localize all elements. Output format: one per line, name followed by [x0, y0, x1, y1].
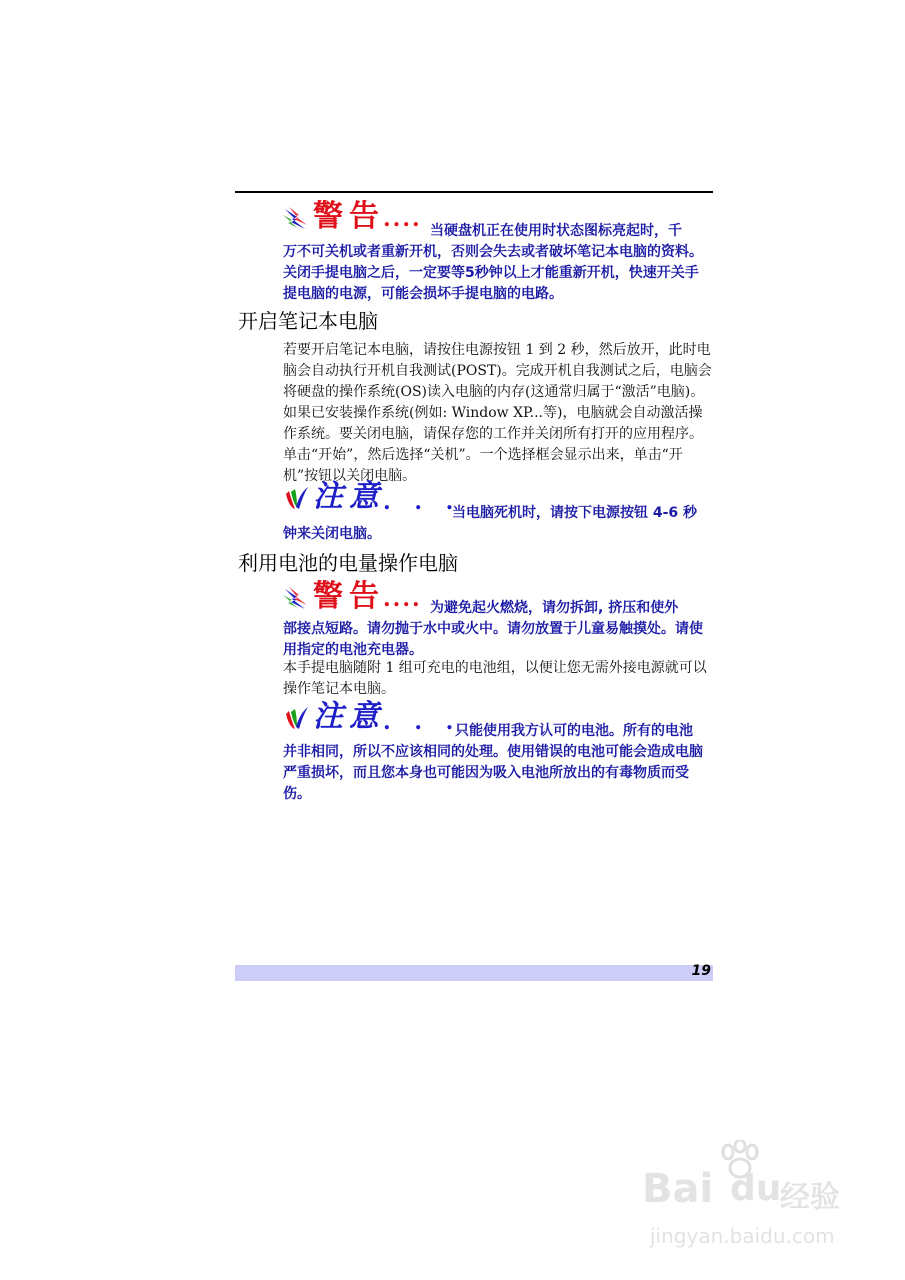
- section-body: 本手提电脑随附 1 组可充电的电池组，以便让您无需外接电源就可以操作笔记本电脑。: [283, 660, 707, 697]
- warning-dots: ....: [383, 206, 422, 232]
- check-mark-icon: [283, 705, 309, 731]
- warning-text: 万不可关机或者重新开机，否则会失去或者破坏笔记本电脑的资料。关闭手提电脑之后，一定要等5秒钟以上才能重新开机，快速开关手提电脑的电源，可能会损坏手提电脑的电路。: [283, 244, 703, 302]
- watermark-cn: 经验: [780, 1180, 840, 1215]
- note-text: 并非相同，所以不应该相同的处理。使用错误的电池可能会造成电脑严重损坏，而且您本身也可能因为吸入电池所放出的有毒物质而受伤。: [283, 744, 703, 802]
- section-heading: 开启笔记本电脑: [238, 309, 378, 333]
- watermark-brand-right: du: [730, 1168, 782, 1209]
- note-text-first-line: 当电脑死机时，请按下电源按钮 4-6 秒: [452, 505, 698, 521]
- baidu-jingyan-watermark: [640, 1150, 870, 1270]
- warning-label: 警告: [313, 579, 385, 614]
- warning-dots: ....: [383, 586, 422, 612]
- note-text: 钟来关闭电脑。: [283, 526, 381, 542]
- note-label: 注意: [313, 699, 385, 734]
- lightning-icon: [283, 587, 309, 611]
- note-dots: . . .: [383, 489, 462, 515]
- section-heading: 利用电池的电量操作电脑: [238, 551, 458, 575]
- check-mark-icon: [283, 485, 309, 511]
- warning-label: 警告: [313, 199, 385, 234]
- warning-text-first-line: 为避免起火燃烧，请勿拆卸, 挤压和使外: [430, 600, 679, 616]
- page-number: 19: [691, 963, 711, 979]
- lightning-icon: [283, 207, 309, 231]
- footer-bar: [235, 965, 713, 981]
- note-dots: . . .: [383, 709, 462, 735]
- note-label: 注意: [313, 479, 385, 514]
- section-body: 若要开启笔记本电脑，请按住电源按钮 1 到 2 秒，然后放开，此时电脑会自动执行开机自我测试(POST)。完成开机自我测试之后，电脑会将硬盘的操作系统(OS)读入电脑的内存(这通常归属于“激活”电脑)。如果已安装操作系统(例如: Window XP...等)，电脑就会自动激活操作系统。要关闭电脑，请保存您的工作并关闭所有打开的应用程序。单击“开始”，然后选择“关机”。一个选择框会显示出来，单击“开机”按钮以关闭电脑。: [283, 342, 712, 484]
- note-text-first-line: 只能使用我方认可的电池。所有的电池: [455, 723, 693, 739]
- header-rule: [235, 191, 713, 193]
- watermark-url: jingyan.baidu.com: [650, 1224, 835, 1248]
- warning-text: 部接点短路。请勿抛于水中或火中。请勿放置于儿童易触摸处。请使用指定的电池充电器。: [283, 621, 703, 658]
- warning-text-first-line: 当硬盘机正在使用时状态图标亮起时，千: [430, 223, 682, 239]
- watermark-brand-left: Bai: [642, 1166, 714, 1212]
